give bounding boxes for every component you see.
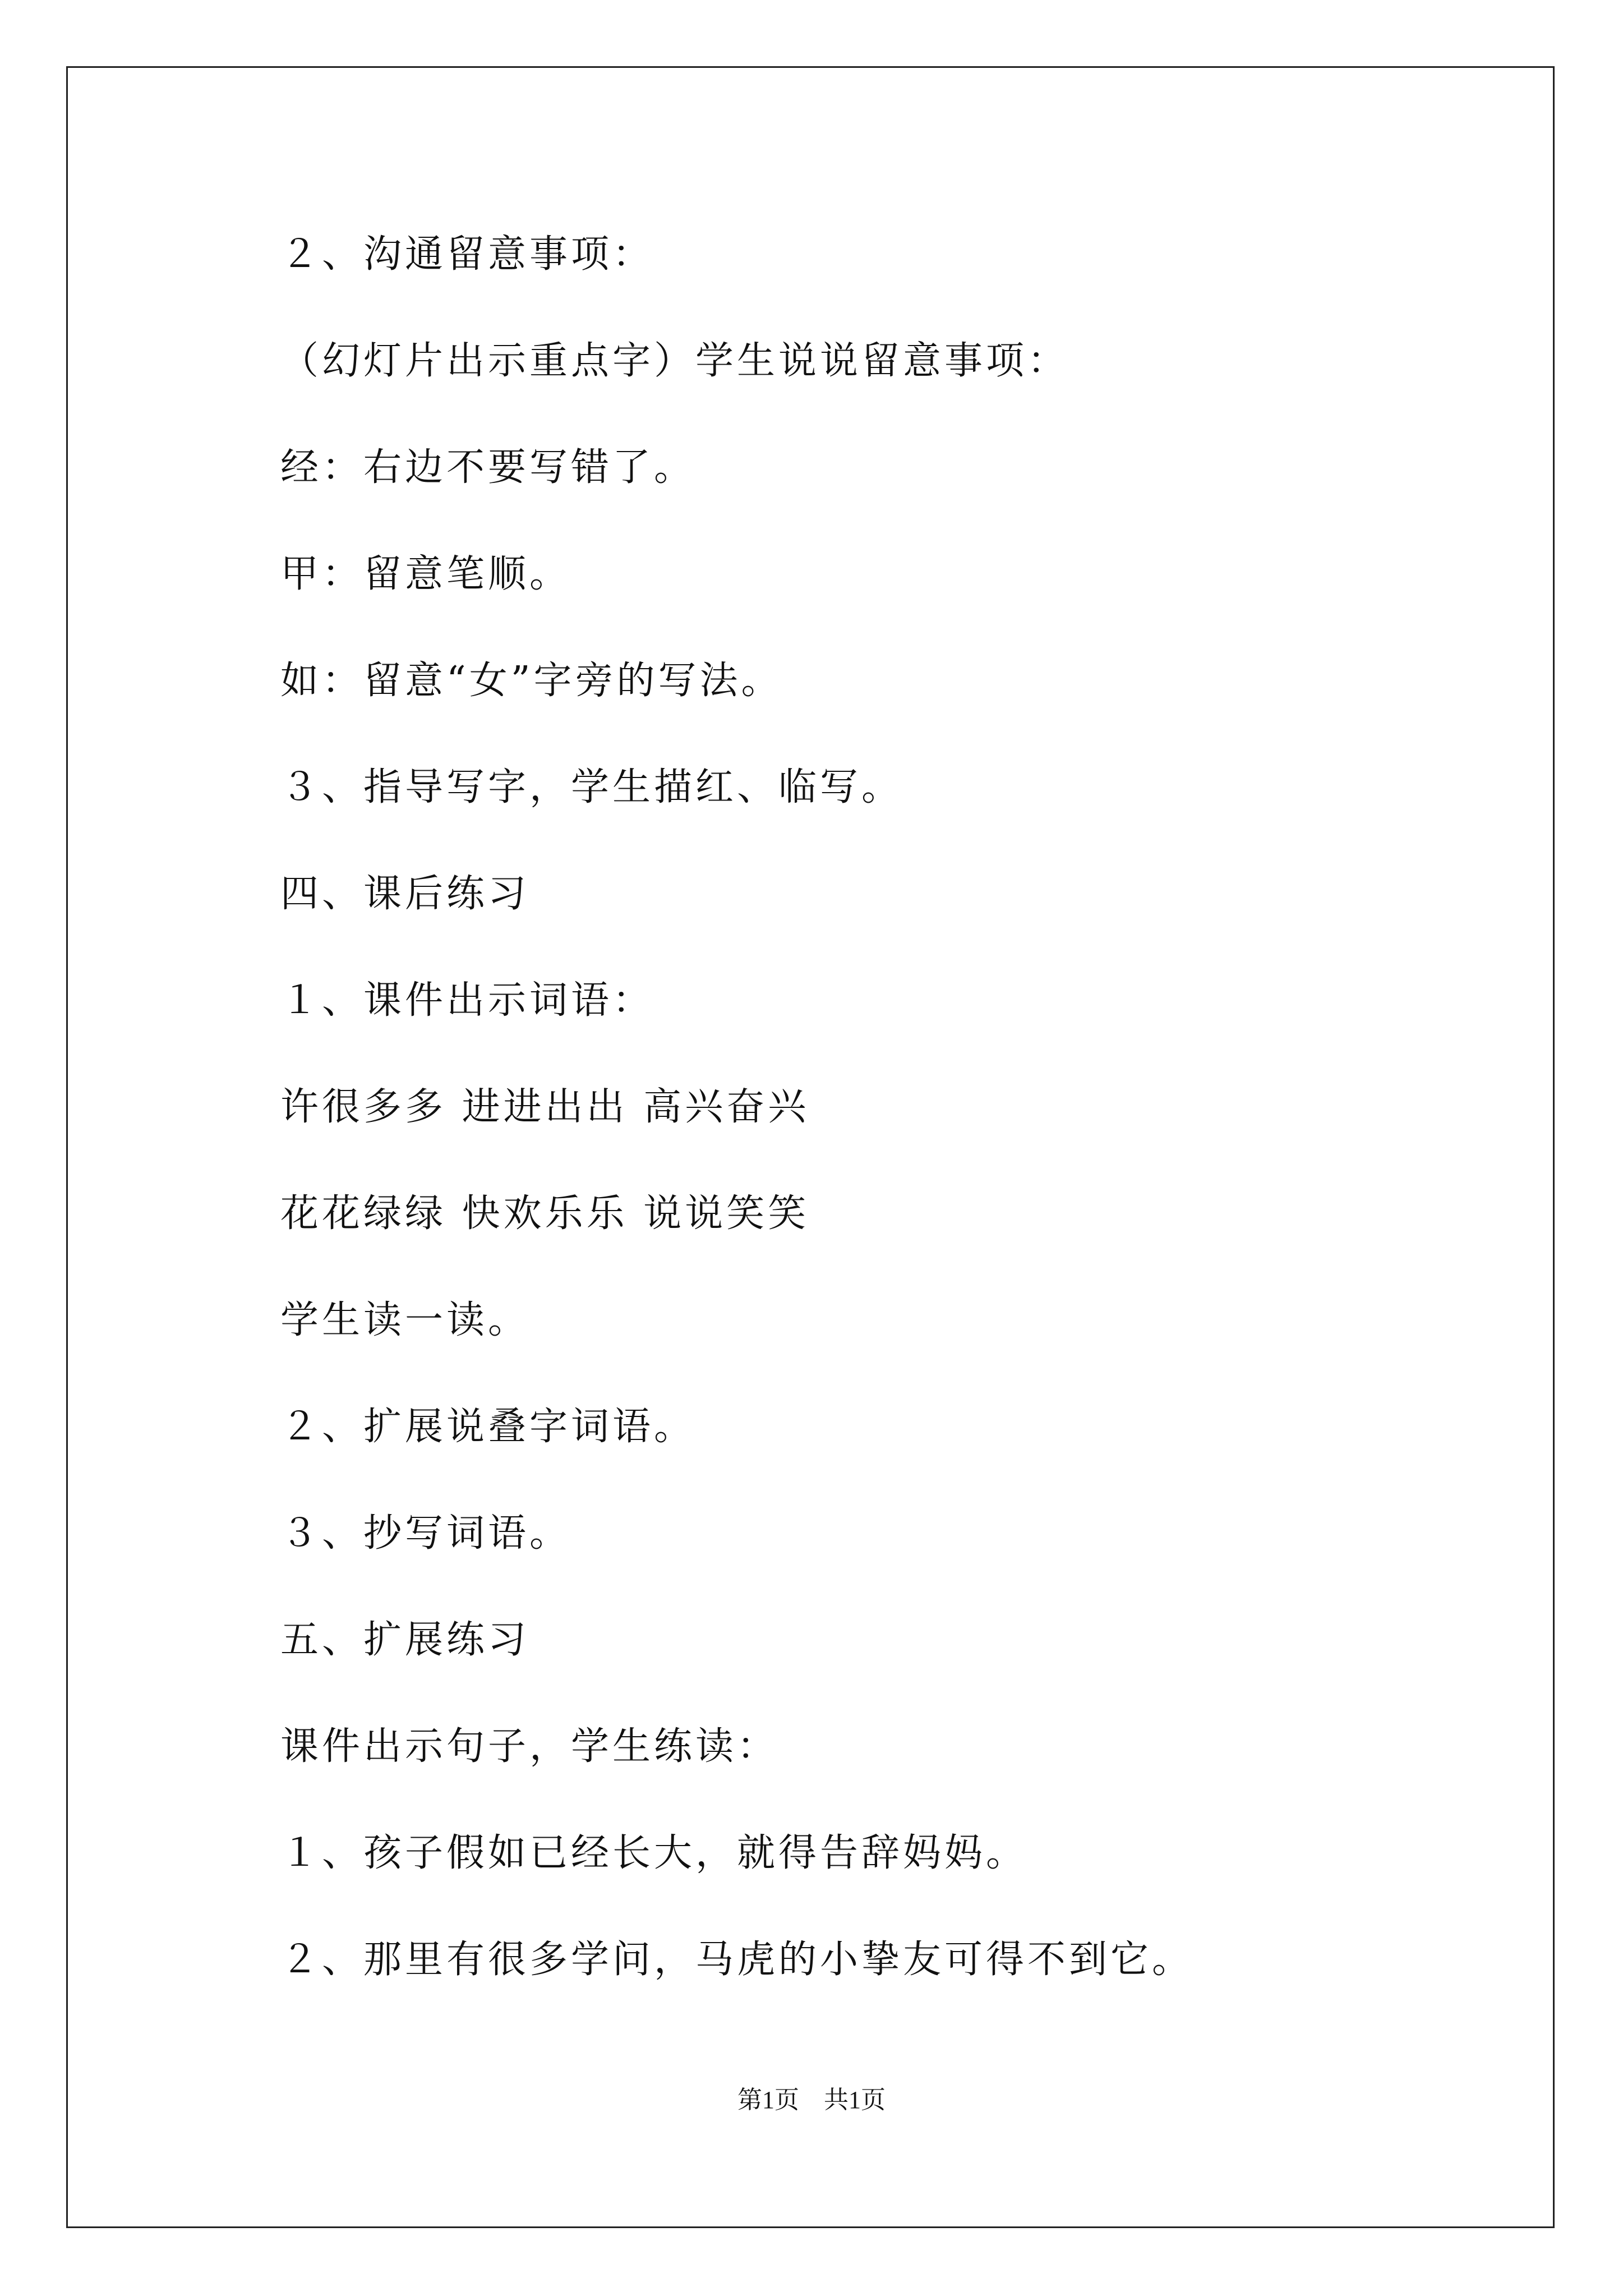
text-line: ２、扩展说叠字词语。 [280,1405,696,1449]
text-line: 许很多多 进进出出 高兴奋兴 [280,1085,810,1129]
page-border [66,66,1555,2228]
text-line: 学生读一读。 [280,1298,530,1342]
text-line: １、课件出示词语： [280,978,654,1023]
section-heading: 四、课后练习 [280,872,530,916]
text-line: ３、抄写词语。 [280,1511,571,1556]
text-line: 课件出示句子，学生练读： [280,1724,779,1769]
text-line: ３、指导写字，学生描红、临写。 [280,765,903,809]
text-line: 经：右边不要写错了。 [280,445,696,490]
section-heading: 五、扩展练习 [280,1618,530,1662]
text-line: 如：留意“女”字旁的写法。 [280,659,783,703]
page-footer: 第1页 共1页 [737,2086,886,2114]
text-line: 花花绿绿 快欢乐乐 说说笑笑 [280,1191,810,1236]
text-line: １、孩子假如已经长大，就得告辞妈妈。 [280,1831,1028,1875]
text-line: ２、沟通留意事项： [280,232,654,277]
text-line: ２、那里有很多学问，马虎的小挚友可得不到它。 [280,1938,1194,1982]
text-line: （幻灯片出示重点字）学生说说留意事项： [280,339,1069,383]
text-line: 甲：留意笔顺。 [280,552,571,596]
